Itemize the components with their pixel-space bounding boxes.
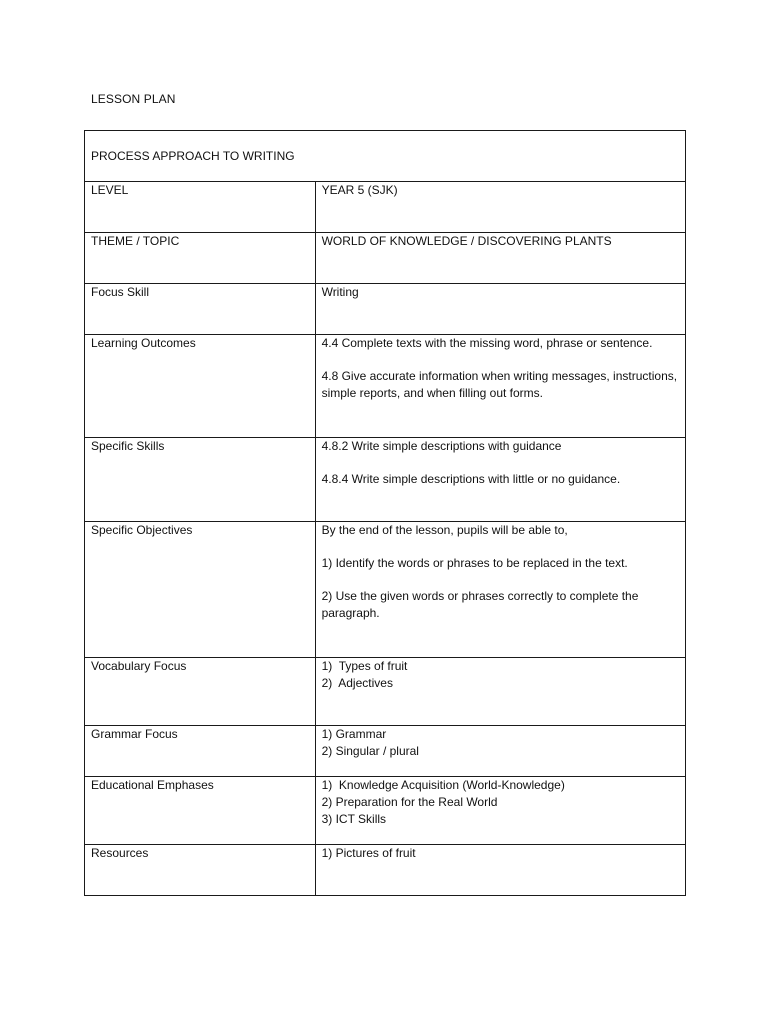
lesson-plan-table	[84, 130, 686, 896]
row-label-cell	[85, 335, 316, 438]
list-item: 2) Singular / plural	[321, 744, 419, 758]
row-value-cell	[315, 726, 685, 777]
row-label: THEME / TOPIC	[91, 234, 180, 248]
list-item: 1) Grammar	[321, 727, 387, 741]
row-label-cell	[85, 233, 316, 284]
table-title-cell	[85, 131, 686, 182]
list-item: 2) Preparation for the Real World	[321, 795, 498, 809]
row-label-cell	[85, 845, 316, 896]
list-item: 1) Pictures of fruit	[321, 846, 416, 860]
row-value: YEAR 5 (SJK)	[321, 183, 398, 197]
table-title: PROCESS APPROACH TO WRITING	[91, 149, 295, 163]
table-row-specific-objectives	[85, 522, 686, 658]
row-label-cell	[85, 438, 316, 522]
row-label-cell	[85, 777, 316, 845]
row-paragraph: By the end of the lesson, pupils will be able to,	[321, 523, 568, 537]
row-value-cell	[315, 233, 685, 284]
table-row-theme-topic	[85, 233, 686, 284]
row-label-cell	[85, 284, 316, 335]
row-value-cell	[315, 284, 685, 335]
row-label: Grammar Focus	[91, 727, 178, 741]
table-row-educational-emphases	[85, 777, 686, 845]
table-row-resources	[85, 845, 686, 896]
row-value-cell	[315, 438, 685, 522]
row-label-cell	[85, 182, 316, 233]
row-value: WORLD OF KNOWLEDGE / DISCOVERING PLANTS	[321, 234, 612, 248]
row-label-cell	[85, 522, 316, 658]
document-heading: LESSON PLAN	[91, 92, 176, 106]
row-value-cell	[315, 182, 685, 233]
row-value-cell	[315, 522, 685, 658]
table-row-level	[85, 182, 686, 233]
row-value-cell	[315, 845, 685, 896]
table-row-vocabulary-focus	[85, 658, 686, 726]
row-paragraph: 1) Identify the words or phrases to be replaced in the text.	[321, 556, 628, 570]
row-label: Specific Skills	[91, 439, 165, 453]
row-label: Specific Objectives	[91, 523, 193, 537]
row-paragraph: 4.4 Complete texts with the missing word, phrase or sentence.	[321, 336, 653, 350]
row-paragraph: 4.8.4 Write simple descriptions with little or no guidance.	[321, 472, 621, 486]
table-title-row	[85, 131, 686, 182]
row-label: Vocabulary Focus	[91, 659, 187, 673]
row-paragraph: 4.8 Give accurate information when writing messages, instructions, simple reports, and when filling out forms.	[321, 369, 678, 400]
row-value-cell	[315, 777, 685, 845]
table-row-specific-skills	[85, 438, 686, 522]
row-paragraph: 2) Use the given words or phrases correctly to complete the paragraph.	[321, 589, 639, 620]
table-row-grammar-focus	[85, 726, 686, 777]
row-value-cell	[315, 335, 685, 438]
row-label: Learning Outcomes	[91, 336, 196, 350]
list-item: 1) Knowledge Acquisition (World-Knowledge)	[321, 778, 565, 792]
row-label: Educational Emphases	[91, 778, 214, 792]
row-label: Resources	[91, 846, 149, 860]
row-label: Focus Skill	[91, 285, 150, 299]
table-row-learning-outcomes	[85, 335, 686, 438]
list-item: 3) ICT Skills	[321, 812, 387, 826]
list-item: 1) Types of fruit	[321, 659, 408, 673]
row-label: LEVEL	[91, 183, 129, 197]
row-label-cell	[85, 726, 316, 777]
table-row-focus-skill	[85, 284, 686, 335]
row-label-cell	[85, 658, 316, 726]
row-paragraph: 4.8.2 Write simple descriptions with guidance	[321, 439, 562, 453]
row-value: Writing	[321, 285, 359, 299]
row-value-cell	[315, 658, 685, 726]
list-item: 2) Adjectives	[321, 676, 393, 690]
